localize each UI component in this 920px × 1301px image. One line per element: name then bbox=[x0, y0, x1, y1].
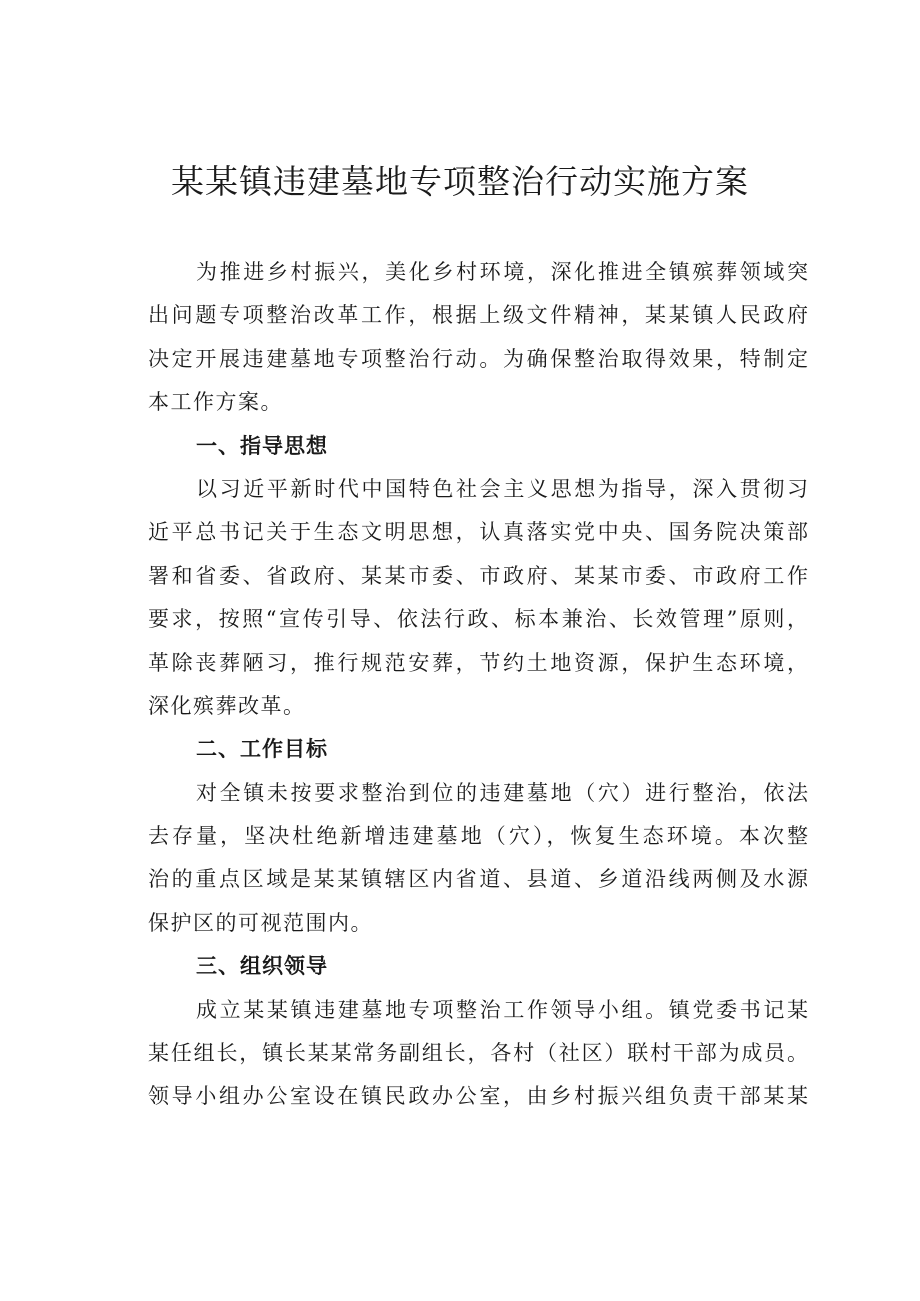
paragraph-line: 去存量，坚决杜绝新增违建墓地（穴），恢复生态环境。本次整 bbox=[148, 824, 808, 849]
section-organization-leadership bbox=[148, 945, 808, 1119]
section-heading: 二、工作目标 bbox=[196, 737, 328, 762]
document-title: 某某镇违建墓地专项整治行动实施方案 bbox=[171, 162, 749, 201]
section-heading: 一、指导思想 bbox=[196, 433, 328, 458]
paragraph-line: 署和省委、省政府、某某市委、市政府、某某市委、市政府工作 bbox=[148, 563, 808, 588]
section-guiding-ideology bbox=[148, 425, 808, 729]
paragraph-line: 本工作方案。 bbox=[148, 390, 283, 415]
paragraph-line: 以习近平新时代中国特色社会主义思想为指导，深入贯彻习 bbox=[196, 476, 808, 501]
paragraph-line: 出问题专项整治改革工作，根据上级文件精神，某某镇人民政府 bbox=[148, 303, 808, 328]
paragraph-line: 为推进乡村振兴，美化乡村环境，深化推进全镇殡葬领域突 bbox=[196, 260, 808, 284]
paragraph-line: 要求，按照“宣传引导、依法行政、标本兼治、长效管理”原则， bbox=[148, 607, 808, 632]
paragraph-line: 深化殡葬改革。 bbox=[148, 693, 306, 718]
paragraph-line: 革除丧葬陋习，推行规范安葬，节约土地资源，保护生态环境， bbox=[148, 650, 808, 675]
paragraph-line: 近平总书记关于生态文明思想，认真落实党中央、国务院决策部 bbox=[148, 520, 808, 545]
section-heading: 三、组织领导 bbox=[196, 954, 328, 979]
paragraph-line: 对全镇未按要求整治到位的违建墓地（穴）进行整治，依法 bbox=[196, 780, 808, 805]
section-work-goals bbox=[148, 728, 808, 945]
paragraph-line: 某任组长，镇长某某常务副组长，各村（社区）联村干部为成员。 bbox=[148, 1041, 808, 1066]
intro-paragraph bbox=[148, 251, 808, 425]
document-body bbox=[148, 251, 808, 1119]
paragraph-line: 成立某某镇违建墓地专项整治工作领导小组。镇党委书记某 bbox=[196, 997, 808, 1022]
paragraph-line: 决定开展违建墓地专项整治行动。为确保整治取得效果，特制定 bbox=[148, 346, 808, 371]
paragraph-line: 治的重点区域是某某镇辖区内省道、县道、乡道沿线两侧及水源 bbox=[148, 867, 808, 892]
paragraph-line: 领导小组办公室设在镇民政办公室，由乡村振兴组负责干部某某 bbox=[148, 1084, 808, 1109]
paragraph-line: 保护区的可视范围内。 bbox=[148, 910, 373, 935]
